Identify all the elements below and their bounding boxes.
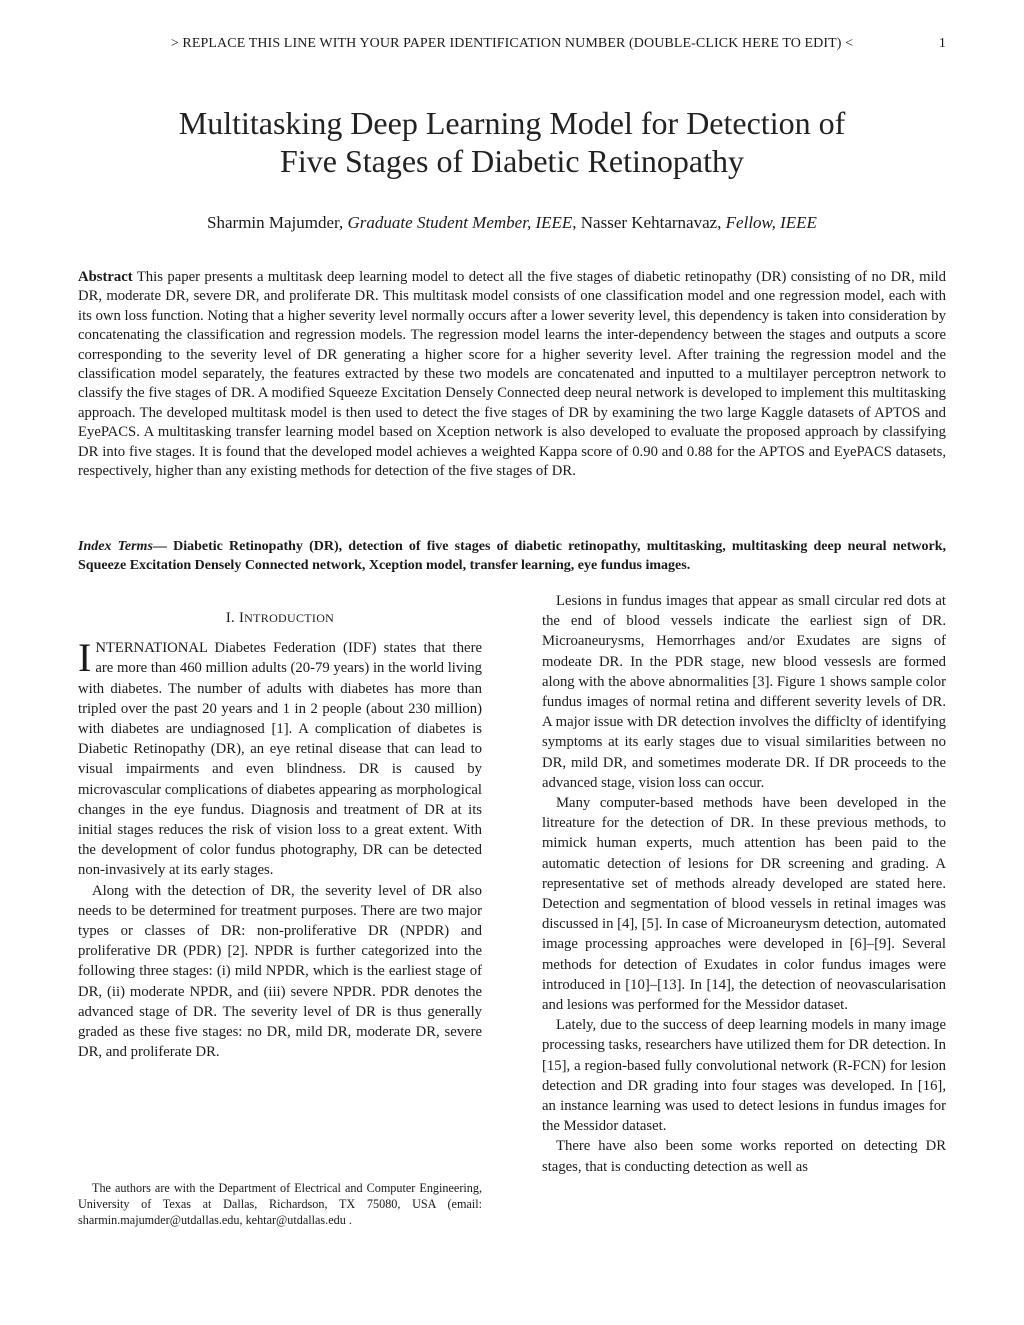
right-paragraph-3: Lately, due to the success of deep learning models in many image processing tasks, researchers have utilized them for DR detection. In [15], a region-based fully convolutional network (R-FCN) for lesion detection and DR grading into four stages was developed. In [16], an instance learning was used to detect lesions in fundus images for the Messidor dataset.: [542, 1017, 946, 1135]
right-paragraph-4: There have also been some works reported on detecting DR stages, that is conducting detection as well as: [542, 1138, 946, 1175]
section-heading-rest: NTRODUCTION: [244, 611, 335, 625]
intro-paragraph-1-text: NTERNATIONAL Diabetes Federation (IDF) states that there are more than 460 million adults (20-79 years) in the world living with diabetes. The number of adults with diabetes has more than tripled over the past 20 years and 1 in 2 people (about 230 million) with diabetes are undiagnosed [1]. A complication of diabetes is Diabetic Retinopathy (DR), an eye retinal disease that can lead to visual impairments and even blindness. DR is caused by microvascular complications of diabetes appearing as morphological changes in the eye fundus. Diagnosis and treatment of DR at its initial stages reduces the risk of vision loss to a great extent. With the development of color fundus photography, DR can be detected non-invasively at its early stages.: [78, 640, 482, 879]
section-numeral: I. I: [225, 610, 245, 626]
abstract: [78, 268, 946, 481]
abstract-label: Abstract: [78, 269, 133, 285]
title-line-1: Multitasking Deep Learning Model for Detection of: [178, 105, 846, 141]
author-role-2: Fellow, IEEE: [725, 213, 817, 232]
section-heading-introduction: [78, 608, 482, 628]
intro-paragraph-1: [78, 635, 482, 880]
right-column: [542, 591, 946, 1177]
index-terms-label: Index Terms: [78, 539, 153, 554]
running-header: [78, 36, 946, 52]
drop-cap: I: [78, 635, 92, 681]
author-footnote: [78, 1180, 482, 1228]
author-role-1: Graduate Student Member, IEEE: [347, 213, 573, 232]
left-column: [78, 608, 482, 1062]
running-head-text: > REPLACE THIS LINE WITH YOUR PAPER IDENTIFICATION NUMBER (DOUBLE-CLICK HERE TO EDIT) <: [170, 36, 854, 51]
abstract-text: This paper presents a multitask deep learning model to detect all the five stages of diabetic retinopathy (DR) consisting of no DR, mild DR, moderate DR, severe DR, and proliferate DR. This multitask model consists of one classification model and one regression model, each with its own loss function. Noting that a higher severity level normally occurs after a lower severity level, this dependency is taken into consideration by concatenating the classification and regression models. The regression model learns the inter-dependency between the stages and outputs a score corresponding to the severity level of DR generating a higher score for a higher severity level. After training the regression model and the classification model separately, the features extracted by these two models are concatenated and inputted to a multilayer perceptron network to classify the five stages of DR. A modified Squeeze Excitation Densely Connected deep neural network is developed to implement this multitasking approach. The developed multitask model is then used to detect the five stages of DR by examining the two large Kaggle datasets of APTOS and EyePACS. A multitasking transfer learning model based on Xception network is also developed to evaluate the proposed approach by classifying DR into five stages. It is found that the developed model achieves a weighted Kappa score of 0.90 and 0.88 for the APTOS and EyePACS datasets, respectively, higher than any existing methods for detection of the five stages of DR.: [78, 269, 946, 480]
title-line-2: Five Stages of Diabetic Retinopathy: [280, 143, 744, 179]
index-terms-dash: —: [152, 539, 174, 554]
index-terms-text: Diabetic Retinopathy (DR), detection of five stages of diabetic retinopathy, multitasking, multitasking deep neural network, Squeeze Excitation Densely Connected network, Xception model, transfer learning, eye fundus images.: [78, 539, 947, 573]
paper-title: [78, 104, 946, 180]
author-line: [78, 213, 946, 233]
right-paragraph-2: Many computer-based methods have been developed in the litreature for the detection of DR. In these previous methods, to mimick human experts, much attention has been paid to the automatic detection of lesions for DR screening and grading. A representative set of methods already developed are stated here. Detection and segmentation of blood vessels in retinal images was discussed in [4], [5]. In case of Microaneurysm detection, automated image processing approaches were developed in [6]–[9]. Several methods for detection of Exudates in color fundus images were introduced in [10]–[13]. In [14], the detection of neovascularisation and lesions was performed for the Messidor dataset.: [542, 795, 946, 1014]
right-paragraph-1: Lesions in fundus images that appear as small circular red dots at the end of blood vessels indicate the earliest sign of DR. Microaneurysms, Hemorrhages and/or Exudates are signs of modeate DR. In the PDR stage, new blood vessesls are formed along with the above abnormalities [3]. Figure 1 shows sample color fundus images of normal retina and different severity levels of DR. A major issue with DR detection involves the difficlty of identifying symptoms at its early stages due to visual similarities between no DR, mild DR, and sometimes moderate DR. If DR proceeds to the advanced stage, vision loss can occur.: [542, 593, 946, 791]
footnote-text: The authors are with the Department of Electrical and Computer Engineering, University of Texas at Dallas, Richardson, TX 75080, USA (email: sharmin.majumder@utdallas.edu, kehtar@utdallas.edu .: [78, 1181, 482, 1227]
index-terms: [78, 538, 946, 575]
author-name-2: Nasser Kehtarnavaz,: [580, 213, 726, 232]
intro-paragraph-2: Along with the detection of DR, the severity level of DR also needs to be determined for treatment purposes. There are two major types or classes of DR: non-proliferative DR (NPDR) and proliferative DR (PDR) [2]. NPDR is further categorized into the following three stages: (i) mild NPDR, which is the earliest stage of DR, (ii) moderate NPDR, and (iii) severe NPDR. PDR denotes the advanced stage of DR. The severity level of DR is thus generally graded as these five stages: no DR, mild DR, moderate DR, severe DR, and proliferate DR.: [78, 882, 482, 1061]
author-name-1: Sharmin Majumder,: [207, 213, 348, 232]
author-separator: ,: [572, 213, 581, 232]
page-number: 1: [938, 36, 946, 51]
